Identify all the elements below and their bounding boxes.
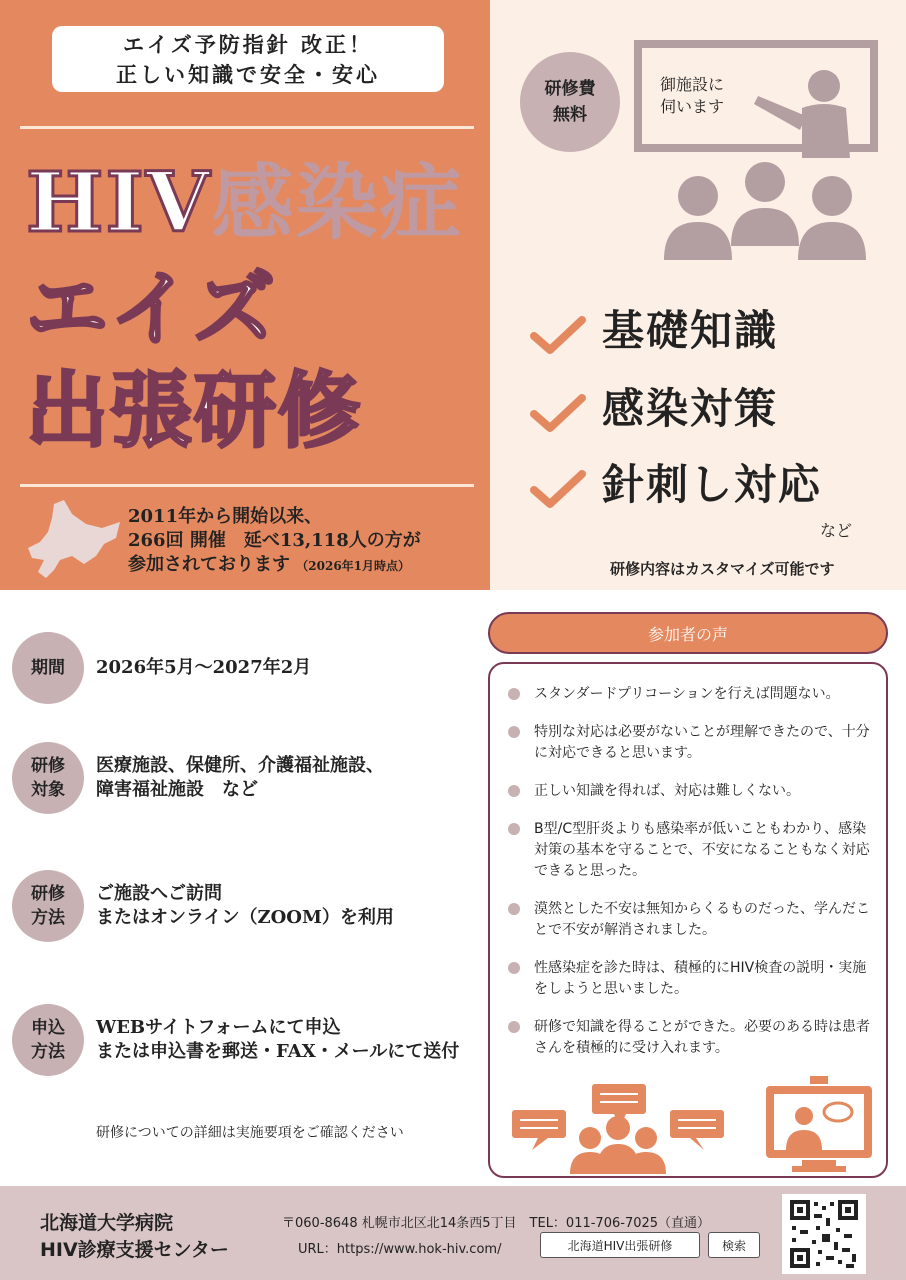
feature-label: 針刺し対応	[602, 460, 823, 509]
online-meeting-icon	[764, 1076, 874, 1174]
voice-item: 漠然とした不安は無知からくるものだった、学んだことで不安が解消されました。	[506, 899, 878, 941]
stats-note: （2026年1月時点）	[296, 559, 411, 573]
title-kansensho: 感染症	[211, 155, 464, 251]
detail-note: 研修についての詳細は実施要項をご確認ください	[96, 1125, 404, 1141]
feature-label: 基礎知識	[602, 306, 779, 355]
audience-icon	[660, 160, 870, 260]
free-fee-badge	[520, 52, 620, 152]
visit-line1: 御施設に	[660, 75, 725, 94]
stats-line1: 2011年から開始以来、	[128, 506, 323, 527]
org-line2: HIV診療支援センター	[40, 1239, 229, 1261]
info-value: またはオンライン（ZOOM）を利用	[96, 907, 394, 928]
voice-item: スタンダードプリコーションを行えば問題ない。	[506, 684, 878, 705]
divider-top	[20, 126, 474, 129]
voices-heading: 参加者の声	[488, 612, 888, 654]
title-hiv: HIV	[26, 155, 212, 251]
feature-infection	[530, 384, 779, 433]
qr-code-icon[interactable]	[782, 1194, 866, 1274]
voice-item: 正しい知識を得れば、対応は難しくない。	[506, 781, 878, 802]
voice-item: 特別な対応は必要がないことが理解できたので、十分に対応できると思います。	[506, 722, 878, 764]
info-apply	[12, 1004, 459, 1076]
check-icon	[530, 468, 586, 508]
hokkaido-map-icon	[24, 498, 124, 580]
visit-line2: 伺います	[660, 97, 725, 116]
info-label: 申込 方法	[12, 1004, 84, 1076]
headline-banner	[52, 26, 444, 92]
title-line3: 出張研修	[26, 363, 363, 459]
stats-text	[128, 505, 421, 578]
visit-text	[660, 74, 724, 118]
website-url[interactable]: URL：https://www.hok-hiv.com/	[298, 1242, 502, 1257]
voice-item: B型/C型肝炎よりも感染率が低いこともわかり、感染対策の基本を守ることで、不安になることもなく対応できると思った。	[506, 819, 878, 882]
search-box[interactable]: 北海道HIV出張研修	[540, 1232, 700, 1258]
banner-line2: 正しい知識で安全・安心	[116, 62, 380, 87]
feature-label: 感染対策	[602, 384, 779, 433]
info-target	[12, 742, 384, 814]
feature-needle	[530, 460, 823, 509]
stats-line3: 参加されております	[128, 554, 290, 575]
info-label: 期間	[12, 632, 84, 704]
search-button[interactable]: 検索	[708, 1232, 760, 1258]
voices-list	[506, 684, 878, 1076]
customize-note: 研修内容はカスタマイズ可能です	[610, 560, 835, 578]
info-value: WEBサイトフォームにて申込	[96, 1017, 341, 1038]
info-value: ご施設へご訪問	[96, 883, 222, 904]
info-value: または申込書を郵送・FAX・メールにて送付	[96, 1041, 460, 1062]
info-label: 研修 方法	[12, 870, 84, 942]
banner-line1: エイズ予防指針 改正！	[122, 32, 374, 57]
info-period	[12, 632, 311, 704]
info-value: 医療施設、保健所、介護福祉施設、	[96, 755, 384, 776]
meeting-icon	[508, 1080, 728, 1174]
check-icon	[530, 314, 586, 354]
title-line2: エイズ	[26, 261, 278, 357]
fee-line1: 研修費	[544, 79, 596, 99]
title-line1	[26, 155, 464, 251]
voice-item: 性感染症を診た時は、積極的にHIV検査の説明・実施をしようと思いました。	[506, 958, 878, 1000]
divider-bottom	[20, 484, 474, 487]
check-icon	[530, 392, 586, 432]
org-line1: 北海道大学病院	[40, 1212, 174, 1234]
info-label: 研修 対象	[12, 742, 84, 814]
info-value: 2026年5月～2027年2月	[96, 657, 312, 678]
feature-basic	[530, 306, 779, 355]
info-method	[12, 870, 394, 942]
stats-line2: 266回 開催 延べ13,118人の方が	[128, 530, 421, 551]
voice-item: 研修で知識を得ることができた。必要のある時は患者さんを積極的に受け入れます。	[506, 1017, 878, 1059]
fee-line2: 無料	[553, 105, 587, 125]
address: 〒060-8648 札幌市北区北14条西5丁目 TEL：011-706-7025（直通）	[282, 1216, 711, 1231]
features-suffix: など	[820, 521, 853, 540]
info-value: 障害福祉施設 など	[96, 779, 258, 800]
organization	[40, 1210, 229, 1264]
